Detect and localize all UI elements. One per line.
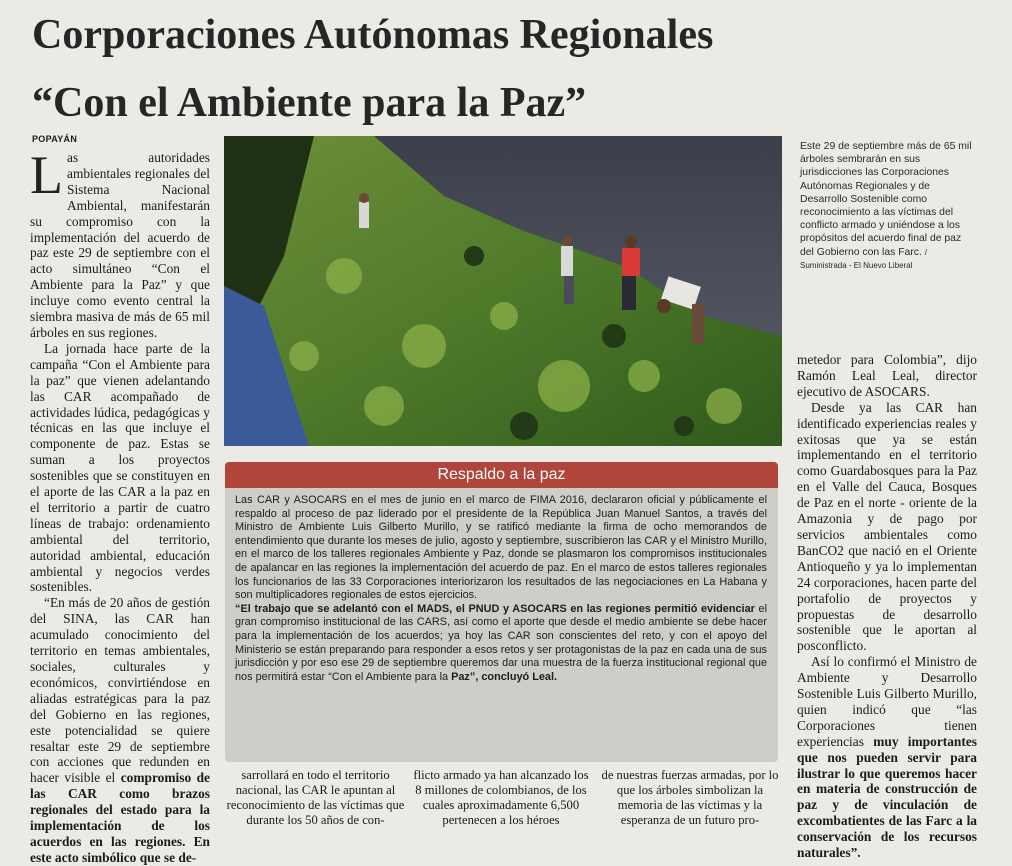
photo-credit: / Suministrada - El Nuevo Liberal: [800, 247, 927, 270]
sidebar-heading: Respaldo a la paz: [225, 462, 778, 488]
headline-line-2: “Con el Ambiente para la Paz”: [32, 80, 587, 126]
article-paragraph-6: Así lo confirmó el Ministro de Ambiente y Desarrollo Sostenible Luis Gilberto Murillo, quien indicó que “las Corporaciones tienen experiencias muy importantes que nos pueden servir para ilustrar lo que queremos hacer en materia de construcción de paz y de vinculación de excombatientes de las Farc a la conservación de los recursos naturales”.: [797, 654, 977, 861]
article-paragraph-5: Desde ya las CAR han identificado experiencias reales y exitosas que ya se están implementando en el territorio como Guardabosques para la Paz en el Valle del Cauca, Bosques de Paz en el norte - oriente de la Amazonia y de pago por servicios ambientales como BanCO2 que nació en el Oriente Antioqueño y ya lo implementan 24 corporaciones, hacen parte del portafolio de proyectos y propuestas de desarrollo sostenible que le aportan al posconflicto.: [797, 399, 977, 654]
dateline: POPAYÁN: [32, 134, 78, 144]
article-bottom-column-2: flicto armado ya han alcanzado los 8 millones de colombianos, de los cuales aproximadamente 6,500 pertenecen a los héroes: [413, 768, 589, 827]
article-bottom-column-3: de nuestras fuerzas armadas, por lo que los árboles simbolizan la memoria de las víctimas y la esperanza de un futuro pro-: [601, 768, 779, 827]
article-paragraph-1: Las autoridades ambientales regionales del Sistema Nacional Ambiental, manifestarán su compromiso con la implementación del acuerdo de paz este 29 de septiembre con el acto simultáneo “Con el Ambiente para la Paz” y que incluye como evento central la siembra masiva de más de 65 mil árboles en sus regiones.: [30, 145, 210, 340]
headline-line-1: Corporaciones Autónomas Regionales: [32, 12, 714, 58]
article-bottom-column-1: sarrollará en todo el territorio nacional, las CAR le apuntan al reconocimiento de las víctimas que durante los 50 años de con-: [226, 768, 405, 827]
sidebar-paragraph-2: “El trabajo que se adelantó con el MADS, el PNUD y ASOCARS en las regiones permitió evidenciar el gran compromiso institucional de las CARS, así como el aporte que desde el medio ambiente se debe hacer para la implementación de los acuerdos; ya hoy las CAR son conscientes del reto, y con el apoyo del Ministerio se están preparando para responder a esos retos y ser protagonistas de la paz en cada una de sus jurisdicción y por eso ese 29 de septiembre queremos dar una muestra de la fuerza institucional regional que nos permitirá estar “Con el Ambiente para la Paz”, concluyó Leal.: [235, 602, 767, 683]
article-paragraph-2: La jornada hace parte de la campaña “Con el Ambiente para la paz” que vienen adelantando las CAR acompañado de actividades lúdica, pedagógicas y técnicas en las que incluye el componente de paz. Estas se suman a los proyectos sostenibles que se constituyen en el aporte de las CAR a la paz en el territorio a partir de cuatro líneas de trabajo: ordenamiento ambiental del territorio, autoridad ambiental, educación ambiental y negocios verdes sostenibles.: [30, 340, 210, 595]
sidebar-paragraph-1: Las CAR y ASOCARS en el mes de junio en el marco de FIMA 2016, declararon oficial y públicamente el respaldo al proceso de paz liderado por el presidente de la República Juan Manuel Santos, a través del Ministro de Ambiente Luis Gilberto Murillo, y se ratificó mediante la firma de ocho memorandos de entendimiento que durante los meses de julio, agosto y septiembre, suscribieron las CAR y el Ministro Murillo, en el marco de los talleres regionales Ambiente y Paz, donde se plasmaron los compromisos institucionales de apalancar en las regiones la implementación del acuerdo de paz. En el marco de estos talleres regionales los funcionarios de las 33 Corporaciones interiorizaron los resultados de las negociaciones en La Habana y son multiplicadores regionales de estos ejercicios.: [235, 494, 767, 602]
news-photo: [224, 136, 782, 446]
drop-cap: L: [30, 145, 63, 205]
sidebar-box: [225, 462, 778, 762]
sidebar-body: [235, 494, 767, 684]
article-column-1: [30, 145, 210, 866]
photo-caption: Este 29 de septiembre más de 65 mil árboles sembrarán en sus jurisdicciones las Corporaciones Autónomas Regionales y de Desarrollo Sostenible como reconocimiento a las víctimas del conflicto armado y uniéndose a los propósitos del acuerdo final de paz del Gobierno con las Farc. / Suministrada - El Nuevo Liberal: [800, 141, 972, 270]
article-paragraph-3: “En más de 20 años de gestión del SINA, las CAR han acumulado conocimiento del territorio en temas ambientales, sociales, culturales y económicos, convirtiéndose en aliadas estratégicas para la paz del Gobierno en las regiones, este potencialidad se quiere resaltar este 29 de septiembre con acciones que redunden en hacer visible el compromiso de las CAR como brazos regionales del estado para la implementación de los acuerdos en las regiones. En este acto simbólico que se de-: [30, 595, 210, 865]
article-column-4: [797, 352, 977, 861]
hillside-planting-photo: [224, 136, 782, 446]
article-paragraph-4: metedor para Colombia”, dijo Ramón Leal Leal, director ejecutivo de ASOCARS.: [797, 352, 977, 399]
